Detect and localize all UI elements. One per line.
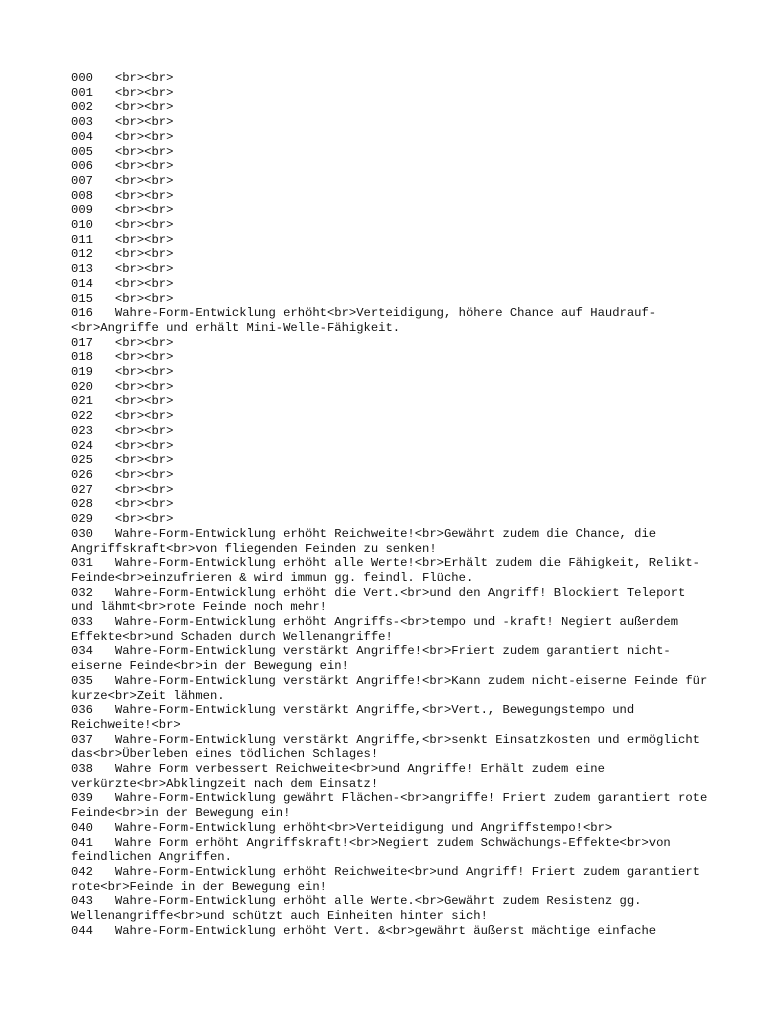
text-entry: 032 Wahre-Form-Entwicklung erhöht die Vert.<br>und den Angriff! Blockiert Teleport und lähmt<br>rote Feinde noch mehr! <box>71 585 693 615</box>
text-entry: 011 <br><br> <box>71 232 174 247</box>
text-entry: 027 <br><br> <box>71 482 174 497</box>
text-entry: 036 Wahre-Form-Entwicklung verstärkt Angriffe,<br>Vert., Bewegungstempo und Reichweite!<br> <box>71 703 642 732</box>
text-entry: 041 Wahre Form erhöht Angriffskraft!<br>Negiert zudem Schwächungs-Effekte<br>von feindlichen Angriffen. <box>71 835 679 865</box>
text-entry: 025 <br><br> <box>71 453 174 468</box>
text-entry: 026 <br><br> <box>71 467 174 482</box>
text-entry: 017 <br><br> <box>71 335 174 350</box>
text-entry: 038 Wahre Form verbessert Reichweite<br>und Angriffe! Erhält zudem eine verkürzte<br>Abklingzeit nach dem Einsatz! <box>71 762 613 791</box>
text-entry: 005 <br><br> <box>71 144 174 159</box>
text-entry: 004 <br><br> <box>71 129 174 144</box>
text-entry: 002 <br><br> <box>71 100 174 115</box>
text-entry: 035 Wahre-Form-Entwicklung verstärkt Angriffe!<br>Kann zudem nicht-eiserne Feinde für kurze<br>Zeit lähmen. <box>71 673 715 703</box>
text-entry: 031 Wahre-Form-Entwicklung erhöht alle Werte!<br>Erhält zudem die Fähigkeit, Relikt-Feinde<br>einzufrieren & wird immun gg. feindl. Flüche. <box>71 556 700 585</box>
text-entry: 016 Wahre-Form-Entwicklung erhöht<br>Verteidigung, höhere Chance auf Haudrauf-<br>Angriffe und erhält Mini-Welle-Fähigkeit. <box>71 306 657 335</box>
text-entry: 043 Wahre-Form-Entwicklung erhöht alle Werte.<br>Gewährt zudem Resistenz gg. Wellenangriffe<br>und schützt auch Einheiten hinter sich! <box>71 894 649 924</box>
text-entry: 030 Wahre-Form-Entwicklung erhöht Reichweite!<br>Gewährt zudem die Chance, die Angriffskraft<br>von fliegenden Feinden zu senken! <box>71 526 664 556</box>
text-entry: 014 <br><br> <box>71 276 174 291</box>
text-entry: 001 <br><br> <box>71 85 174 100</box>
text-entry: 008 <br><br> <box>71 188 174 203</box>
document-page <box>71 71 715 938</box>
text-entry: 010 <br><br> <box>71 218 174 233</box>
text-entry: 007 <br><br> <box>71 173 174 188</box>
text-entry: 000 <br><br> <box>71 71 174 85</box>
text-entry: 021 <br><br> <box>71 394 174 409</box>
text-entry: 034 Wahre-Form-Entwicklung verstärkt Angriffe!<br>Friert zudem garantiert nicht-eiserne Feinde<br>in der Bewegung ein! <box>71 644 671 674</box>
text-entry: 019 <br><br> <box>71 365 174 380</box>
text-entry: 033 Wahre-Form-Entwicklung erhöht Angriffs-<br>tempo und -kraft! Negiert außerdem Effekte<br>und Schaden durch Wellenangriffe! <box>71 615 686 644</box>
text-entry: 012 <br><br> <box>71 247 174 262</box>
text-entry: 028 <br><br> <box>71 497 174 512</box>
text-entry: 006 <br><br> <box>71 159 174 174</box>
text-entry: 039 Wahre-Form-Entwicklung gewährt Flächen-<br>angriffe! Friert zudem garantiert rote Feinde<br>in der Bewegung ein! <box>71 791 715 821</box>
text-entry: 024 <br><br> <box>71 438 174 453</box>
text-entry: 040 Wahre-Form-Entwicklung erhöht<br>Verteidigung und Angriffstempo!<br> <box>71 820 613 835</box>
text-entry: 009 <br><br> <box>71 203 174 218</box>
text-entry: 003 <br><br> <box>71 115 174 130</box>
text-entry: 020 <br><br> <box>71 379 174 394</box>
text-entry: 015 <br><br> <box>71 291 174 306</box>
text-entry: 018 <br><br> <box>71 350 174 365</box>
text-entry: 022 <br><br> <box>71 409 174 424</box>
text-entry: 013 <br><br> <box>71 262 174 277</box>
text-entry: 042 Wahre-Form-Entwicklung erhöht Reichweite<br>und Angriff! Friert zudem garantiert rote<br>Feinde in der Bewegung ein! <box>71 864 708 894</box>
text-entry: 029 <br><br> <box>71 512 174 527</box>
text-entry: 044 Wahre-Form-Entwicklung erhöht Vert. &<br>gewährt äußerst mächtige einfache <box>71 923 657 938</box>
text-entry: 037 Wahre-Form-Entwicklung verstärkt Angriffe,<br>senkt Einsatzkosten und ermöglicht das<br>Überleben eines tödlichen Schlages! <box>71 732 708 762</box>
text-entry: 023 <br><br> <box>71 423 174 438</box>
